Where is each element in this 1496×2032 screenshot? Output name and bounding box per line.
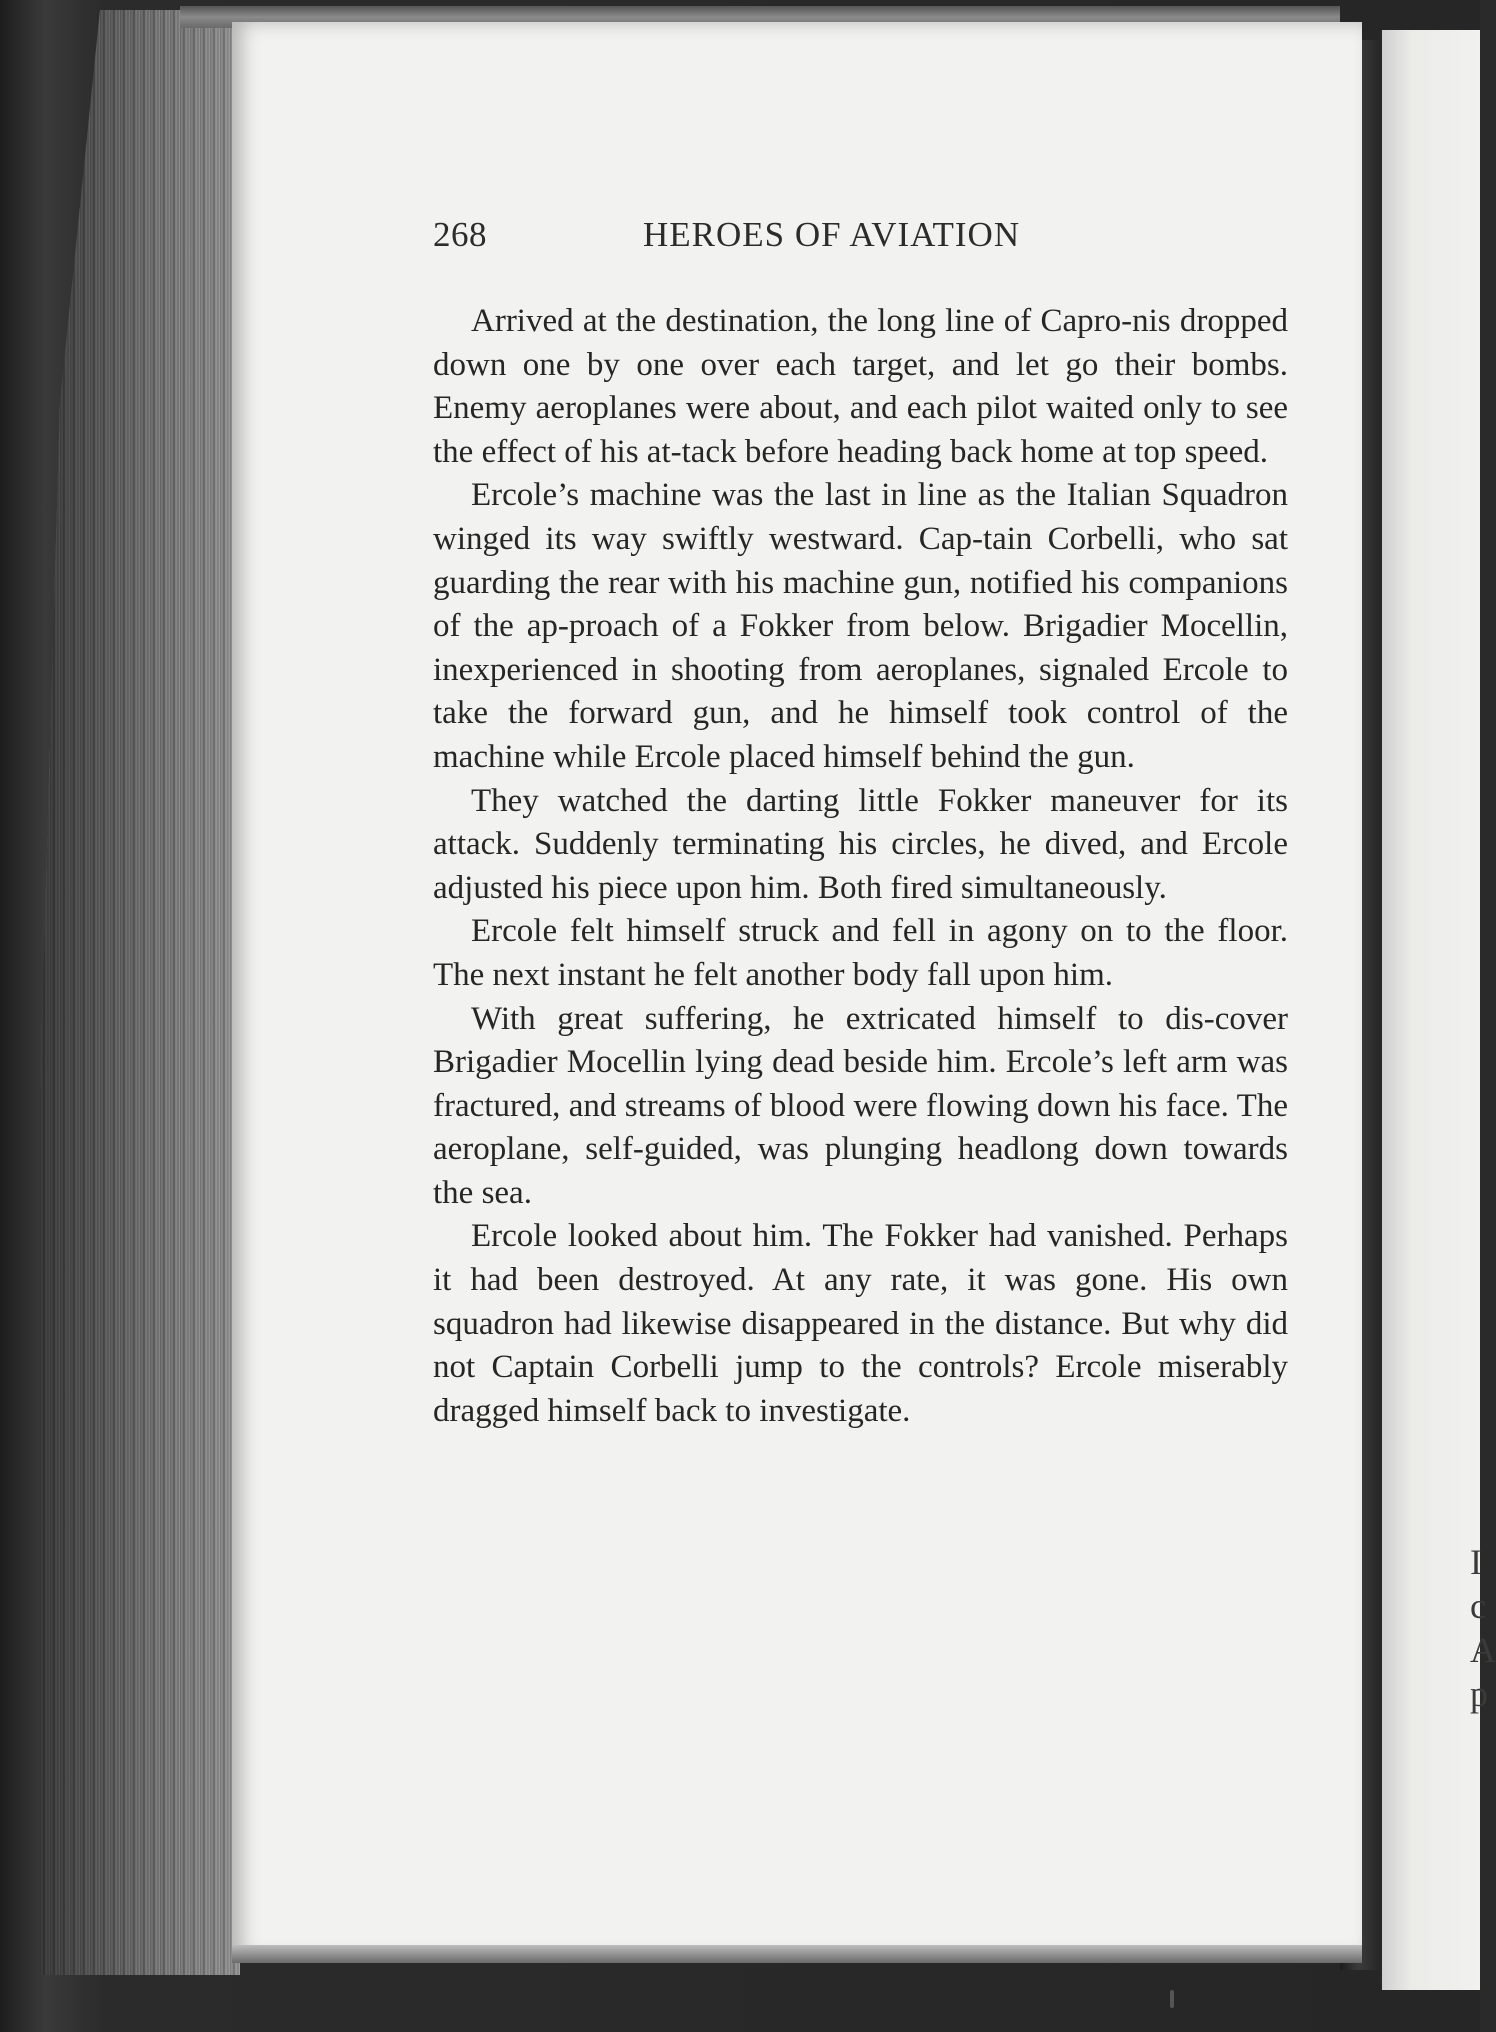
facing-page-letter: p bbox=[1470, 1674, 1488, 1714]
running-header bbox=[433, 215, 1288, 265]
facing-page-sliver bbox=[1382, 30, 1496, 1990]
scan-speck bbox=[1170, 1990, 1174, 2008]
page-number: 268 bbox=[433, 215, 487, 254]
paragraph: Ercole felt himself struck and fell in agony on to the floor. The next instant he felt another body fall upon him. bbox=[433, 913, 1288, 993]
paragraph: Ercole looked about him. The Fokker had vanished. Perhaps it had been destroyed. At any rate, it was gone. His own squadron had likewise disappeared in the distance. But why did not Captain Corbelli jump to the controls? Ercole miserably dragged himself back to investigate. bbox=[433, 1218, 1288, 1429]
paragraph: Ercole’s machine was the last in line as the Italian Squadron winged its way swiftly westward. Cap-tain Corbelli, who sat guarding the rear with his machine gun, notified his companions of the ap-proach of a Fokker from below. Brigadier Mocellin, inexperienced in shooting from aeroplanes, signaled Ercole to take the forward gun, and he himself took control of the machine while Ercole placed himself behind the gun. bbox=[433, 477, 1288, 775]
facing-page-letter: I bbox=[1470, 1542, 1482, 1582]
page-bottom-edge bbox=[232, 1945, 1362, 1963]
book-page-edges-shadow bbox=[40, 10, 240, 1975]
facing-page-letter: c bbox=[1470, 1586, 1486, 1626]
paragraph: Arrived at the destination, the long line of Capro-nis dropped down one by one over each target, and let go their bombs. Enemy aeroplanes were about, and each pilot waited only to see the effect of his at-tack before heading back home at top speed. bbox=[433, 303, 1288, 470]
paragraph: With great suffering, he extricated himself to dis-cover Brigadier Mocellin lying dead beside him. Ercole’s left arm was fractured, and streams of blood were flowing down his face. The aeroplane, self-guided, was plunging headlong down towards the sea. bbox=[433, 1000, 1288, 1211]
paragraph: They watched the darting little Fokker maneuver for its attack. Suddenly terminating his circles, he dived, and Ercole adjusted his piece upon him. Both fired simultaneously. bbox=[433, 782, 1288, 906]
facing-page-text-fragment bbox=[1470, 1540, 1496, 1716]
running-title: HEROES OF AVIATION bbox=[643, 215, 1021, 254]
facing-page-letter: A bbox=[1470, 1630, 1496, 1670]
body-text bbox=[433, 300, 1288, 1433]
